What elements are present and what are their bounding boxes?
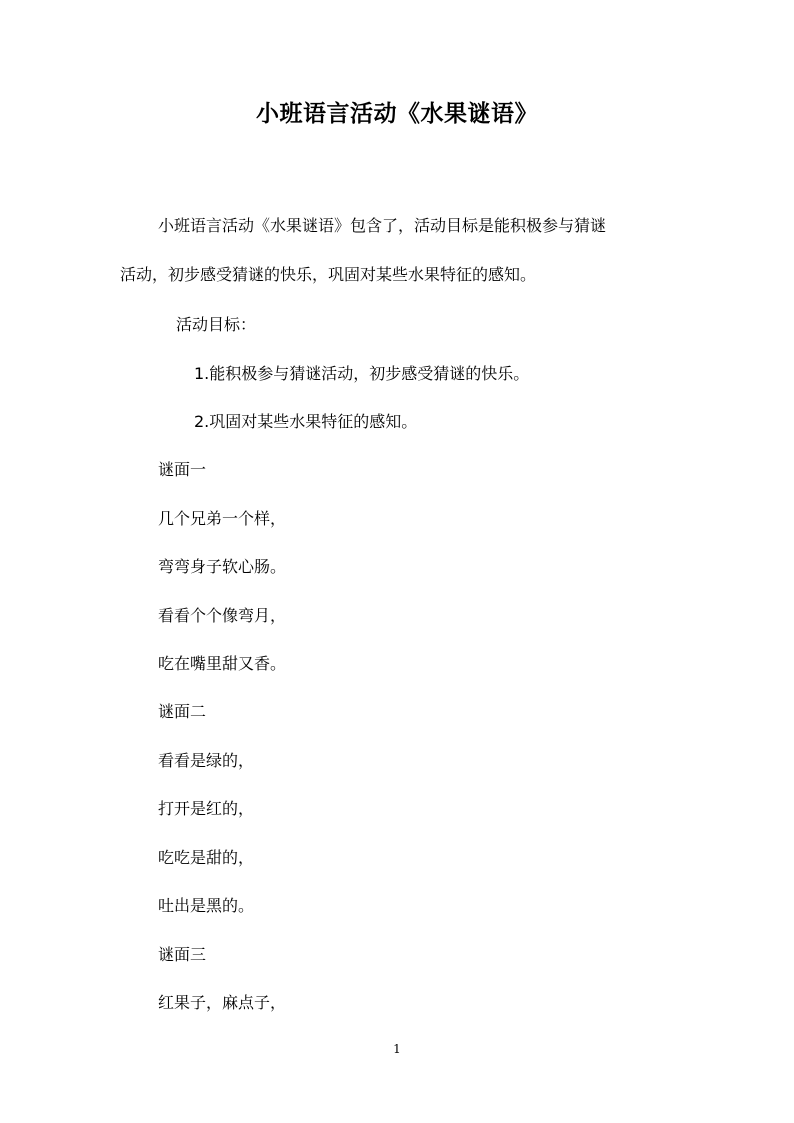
document-title: 小班语言活动《水果谜语》 [256,100,538,127]
riddle-2-line-4: 吐出是黑的。 [158,896,255,915]
riddle-1-line-3: 看看个个像弯月， [158,606,287,625]
riddle-2-line-3: 吃吃是甜的， [158,848,255,867]
intro-paragraph-line-2: 活动，初步感受猜谜的快乐，巩固对某些水果特征的感知。 [120,265,537,284]
riddle-2-line-1: 看看是绿的， [158,751,255,770]
intro-paragraph-line-1: 小班语言活动《水果谜语》包含了，活动目标是能积极参与猜谜 [158,216,607,235]
riddle-heading-1: 谜面一 [158,460,207,479]
goals-heading: 活动目标： [176,315,257,334]
riddle-3-line-1: 红果子，麻点子， [158,993,287,1012]
riddle-heading-3: 谜面三 [158,945,207,964]
riddle-2-line-2: 打开是红的， [158,799,255,818]
page-number: 1 [393,1042,401,1056]
riddle-heading-2: 谜面二 [158,702,207,721]
goal-item-1: 1.能积极参与猜谜活动，初步感受猜谜的快乐。 [194,364,530,383]
goal-item-2: 2.巩固对某些水果特征的感知。 [194,412,418,431]
riddle-1-line-2: 弯弯身子软心肠。 [158,557,287,576]
riddle-1-line-4: 吃在嘴里甜又香。 [158,654,287,673]
riddle-1-line-1: 几个兄弟一个样， [158,509,287,528]
